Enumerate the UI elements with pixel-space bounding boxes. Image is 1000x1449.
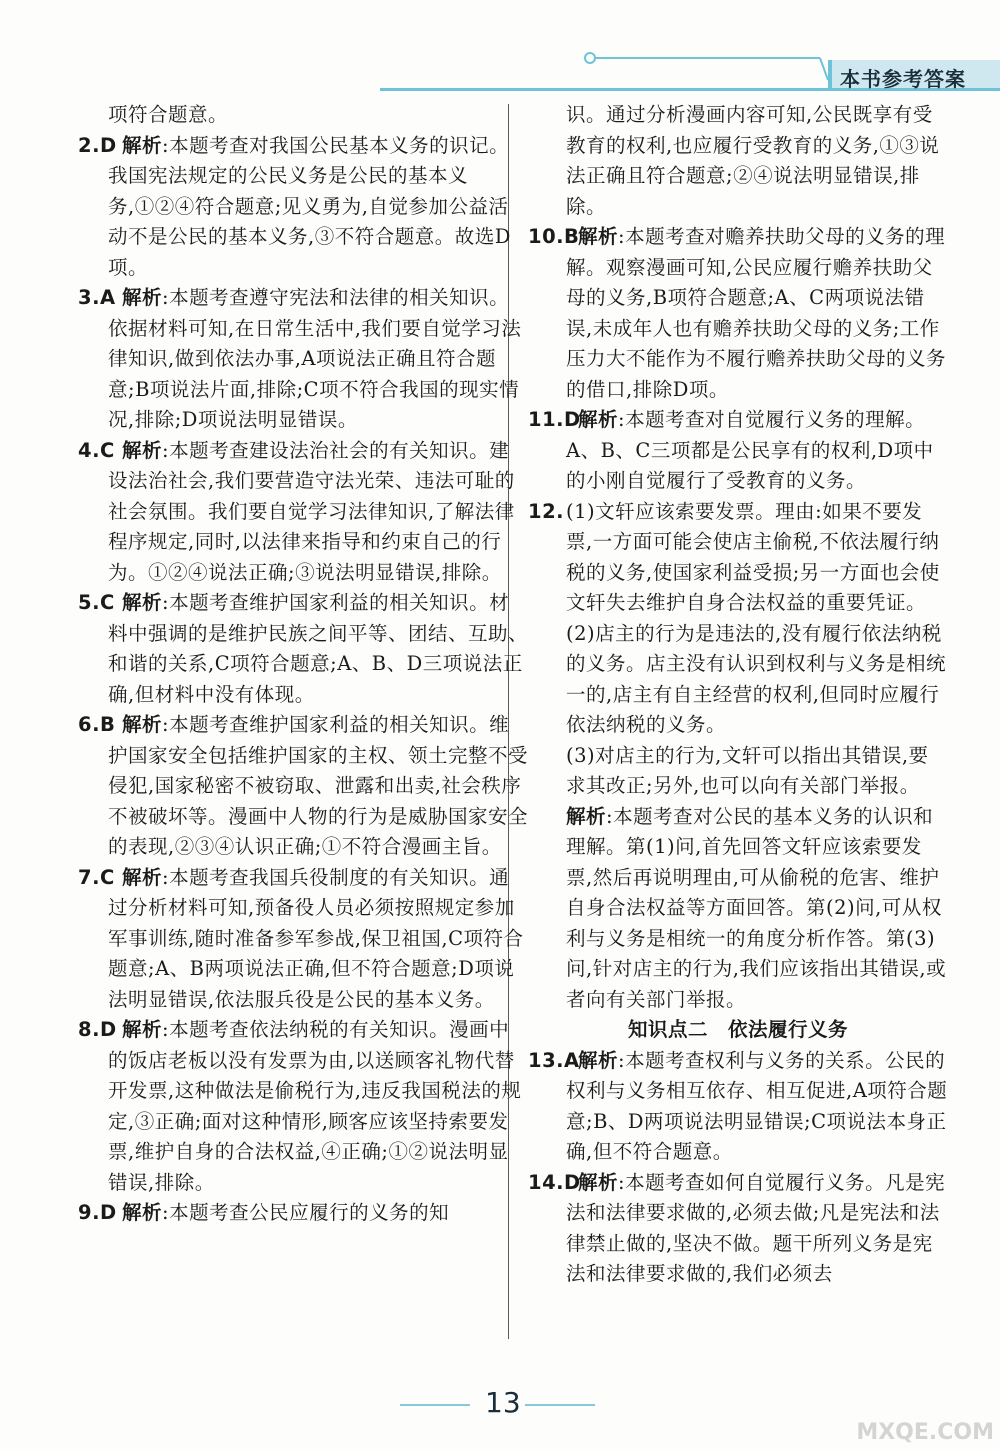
continuation-text: 项符合题意。 (108, 103, 229, 126)
analysis-text: :本题考查对公民的基本义务的认识和理解。第(1)问,首先回答文轩应该索要发票,然后再说明理由,可从偷税的危害、维护自身合法权益等方面回答。第(2)问,可从权利与义务是相统一的角度分析作答。第(3)问,针对店主的行为,我们应该指出其错误,或者向有关部门举报。 (566, 804, 947, 1011)
q12-part-1: (1)文轩应该索要发票。理由:如果不要发票,一方面可能会使店主偷税,不依法履行纳税的义务,使国家利益受损;另一方面也会使文轩失去维护自身合法权益的重要凭证。 (566, 499, 940, 614)
answer-item-4 (78, 436, 528, 589)
footer-decoration-right (525, 1404, 595, 1414)
analysis-text: :本题考查依法纳税的有关知识。漫画中的饭店老板以没有发票为由,以送顾客礼物代替开发票,这种做法是偷税行为,违反我国税法的规定,③正确;面对这种情形,顾客应该坚持索要发票,维护自身的合法权益,④正确;①②说法明显错误,排除。 (108, 1018, 522, 1194)
analysis-label: 解析 (122, 591, 163, 614)
item-number: 8.D (78, 1018, 117, 1041)
analysis-label: 解析 (122, 438, 163, 462)
analysis-label: 解析 (122, 286, 163, 309)
analysis-text: :本题考查维护国家利益的相关知识。维护国家安全包括维护国家的主权、领土完整不受侵犯,国家秘密不被窃取、泄露和出卖,社会秩序不被破坏等。漫画中人物的行为是威胁国家安全的表现,②③④认识正确;①不符合漫画主旨。 (108, 713, 529, 858)
analysis-label: 解析 (122, 865, 163, 889)
analysis-text: :本题考查对自觉履行义务的理解。A、B、C三项都是公民享有的权利,D项中的小刚自觉履行了受教育的义务。 (566, 408, 934, 492)
item-number: 6.B (78, 713, 116, 736)
watermark-text: MXQE.COM (856, 1420, 994, 1445)
item-number: 13.A (528, 1048, 580, 1072)
analysis-text: :本题考查如何自觉履行义务。凡是宪法和法律要求做的,必须去做;凡是宪法和法律禁止做的,坚决不做。题干所列义务是宪法和法律要求做的,我们必须去 (566, 1170, 946, 1285)
analysis-label: 解析 (566, 804, 607, 828)
analysis-label: 解析 (578, 225, 619, 248)
analysis-text: :本题考查对我国公民基本义务的识记。我国宪法规定的公民义务是公民的基本义务,①②④符合题意;见义勇为,自觉参加公益活动不是公民的基本义务,③不符合题意。故选D项。 (108, 133, 511, 279)
q12-part-3: (3)对店主的行为,文轩可以指出其错误,要求其改正;另外,也可以向有关部门举报。 (566, 743, 929, 797)
page-number: 13 (485, 1386, 521, 1419)
answer-item-7 (78, 863, 528, 1016)
answer-item-14 (528, 1168, 948, 1290)
analysis-label: 解析 (122, 713, 163, 736)
item-number: 4.C (78, 438, 115, 462)
item-number: 11.D (528, 408, 581, 431)
analysis-text: :本题考查维护国家利益的相关知识。材料中强调的是维护民族之间平等、团结、互助、和谐的关系,C项符合题意;A、B、D三项说法正确,但材料中没有体现。 (108, 591, 529, 706)
answer-item-6 (78, 710, 528, 863)
left-column (78, 100, 528, 1229)
answer-item-5 (78, 588, 528, 710)
answer-item-3 (78, 283, 528, 436)
answer-item-2 (78, 131, 528, 284)
analysis-label: 解析 (122, 1018, 163, 1041)
answer-item-10 (528, 222, 948, 405)
analysis-text: :本题考查对赡养扶助父母的义务的理解。观察漫画可知,公民应履行赡养扶助父母的义务,B项符合题意;A、C两项说法错误,未成年人也有赡养扶助父母的义务;工作压力大不能作为不履行赡养扶助父母的义务的借口,排除D项。 (566, 225, 947, 401)
footer-decoration-left (400, 1404, 470, 1414)
analysis-label: 解析 (578, 1048, 619, 1072)
item-number: 14.D (528, 1170, 581, 1194)
analysis-text: :本题考查遵守宪法和法律的相关知识。依据材料可知,在日常生活中,我们要自觉学习法律知识,做到依法办事,A项说法正确且符合题意;B项说法片面,排除;C项不符合我国的现实情况,排除;D项说法明显错误。 (108, 286, 522, 431)
item-number: 9.D (78, 1201, 117, 1224)
analysis-label: 解析 (122, 133, 163, 157)
analysis-label: 解析 (122, 1201, 163, 1224)
analysis-text: :本题考查建设法治社会的有关知识。建设法治社会,我们要营造守法光荣、违法可耻的社会氛围。我们要自觉学习法律知识,了解法律程序规定,同时,以法律来指导和约束自己的行为。①②④说法正确;③说法明显错误,排除。 (108, 438, 515, 584)
item-number: 7.C (78, 865, 115, 889)
item-number: 5.C (78, 591, 115, 614)
item-number: 10.B (528, 225, 580, 248)
answer-item-12 (528, 497, 948, 619)
continuation-text: 识。通过分析漫画内容可知,公民既享有受教育的权利,也应履行受教育的义务,①③说法正确且符合题意;②④说法明显错误,排除。 (566, 103, 940, 218)
answer-item-13 (528, 1046, 948, 1168)
q12-part-2: (2)店主的行为是违法的,没有履行依法纳税的义务。店主没有认识到权利与义务是相统一的,店主有自主经营的权利,但同时应履行依法纳税的义务。 (566, 621, 947, 736)
analysis-text: :本题考查公民应履行的义务的知 (162, 1201, 450, 1224)
right-column (528, 100, 948, 1290)
item-number: 12. (528, 499, 565, 523)
answer-item-9 (78, 1198, 528, 1229)
watermark-logo (850, 1351, 1000, 1449)
analysis-text: :本题考查权利与义务的关系。公民的权利与义务相互依存、相互促进,A项符合题意;B、D两项说法明显错误;C项说法本身正确,但不符合题意。 (566, 1048, 948, 1163)
analysis-label: 解析 (578, 408, 619, 431)
analysis-label: 解析 (578, 1170, 619, 1194)
item-number: 3.A (78, 286, 116, 309)
section-title: 知识点二 依法履行义务 (627, 1018, 848, 1041)
analysis-text: :本题考查我国兵役制度的有关知识。通过分析材料可知,预备役人员必须按照规定参加军事训练,随时准备参军参战,保卫祖国,C项符合题意;A、B两项说法正确,但不符合题意;D项说法明显错误,依法服兵役是公民的基本义务。 (108, 865, 524, 1011)
answer-item-8 (78, 1015, 528, 1198)
item-number: 2.D (78, 133, 117, 157)
header-title: 本书参考答案 (840, 67, 966, 91)
q12-analysis (528, 802, 948, 1016)
answer-item-11 (528, 405, 948, 497)
